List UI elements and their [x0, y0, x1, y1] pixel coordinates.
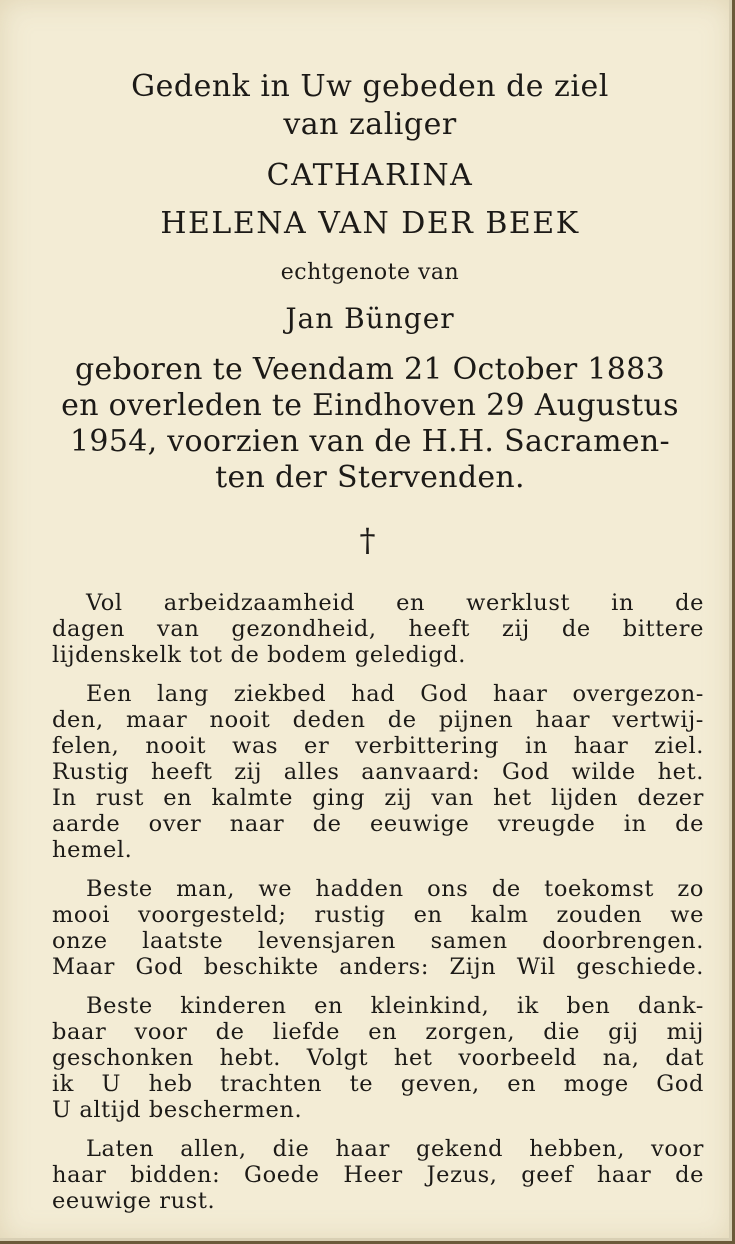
text-line: mooi voorgesteld; rustig en kalm zouden we — [52, 902, 704, 928]
text-line: aarde over naar de eeuwige vreugde in de — [52, 811, 704, 837]
text-line: geschonken hebt. Volgt het voorbeeld na, dat — [52, 1045, 704, 1071]
paragraph — [52, 681, 704, 863]
paragraph — [52, 993, 704, 1123]
cross-icon: † — [359, 521, 376, 559]
text-line: Laten allen, die haar gekend hebben, voor — [86, 1136, 704, 1162]
deceased-name — [40, 154, 700, 246]
text-line: Beste kinderen en kleinkind, ik ben dank- — [86, 993, 704, 1019]
deceased-first-name: CATHARINA — [266, 158, 474, 193]
text-line: dagen van gezondheid, heeft zij de bittere — [52, 616, 704, 642]
text-line: felen, nooit was er verbittering in haar ziel. — [52, 733, 704, 759]
text-line: den, maar nooit deden de pijnen haar vertwij- — [52, 707, 704, 733]
text-line: onze laatste levensjaren samen doorbrengen. — [52, 928, 704, 954]
text-line: ik U heb trachten te geven, en moge God — [52, 1071, 704, 1097]
memorial-text — [52, 590, 704, 1227]
intro-line: van zaliger — [283, 107, 457, 142]
intro-line: Gedenk in Uw gebeden de ziel — [131, 69, 609, 104]
paragraph — [52, 590, 704, 668]
text-line: U altijd beschermen. — [52, 1097, 303, 1123]
text-line: Beste man, we hadden ons de toekomst zo — [86, 876, 704, 902]
dates-line: geboren te Veendam 21 October 1883 — [75, 352, 665, 387]
deceased-surname: HELENA VAN DER BEEK — [160, 206, 580, 241]
text-line: eeuwige rust. — [52, 1188, 216, 1214]
paragraph — [52, 876, 704, 980]
text-line: Maar God beschikte anders: Zijn Wil geschiede. — [52, 954, 704, 980]
dates-line: en overleden te Eindhoven 29 Augustus — [61, 388, 679, 423]
dates-line: 1954, voorzien van de H.H. Sacramen- — [70, 424, 670, 459]
text-line: Een lang ziekbed had God haar overgezon- — [86, 681, 704, 707]
text-line: lijdenskelk tot de bodem geledigd. — [52, 642, 467, 668]
text-line: Rustig heeft zij alles aanvaard: God wilde het. — [52, 759, 704, 785]
spouse-name: Jan Bünger — [285, 302, 455, 335]
text-line: hemel. — [52, 837, 133, 863]
text-line: haar bidden: Goede Heer Jezus, geef haar de — [52, 1162, 704, 1188]
text-line: Vol arbeidzaamheid en werklust in de — [86, 590, 704, 616]
paragraph — [52, 1136, 704, 1214]
dates-line: ten der Stervenden. — [215, 460, 525, 495]
card-header — [40, 68, 700, 496]
life-dates — [40, 352, 700, 496]
intro-text — [40, 68, 700, 144]
spouse-label: echtgenote van — [280, 260, 460, 285]
text-line: baar voor de liefde en zorgen, die gij mij — [52, 1019, 704, 1045]
text-line: In rust en kalmte ging zij van het lijden dezer — [52, 785, 704, 811]
